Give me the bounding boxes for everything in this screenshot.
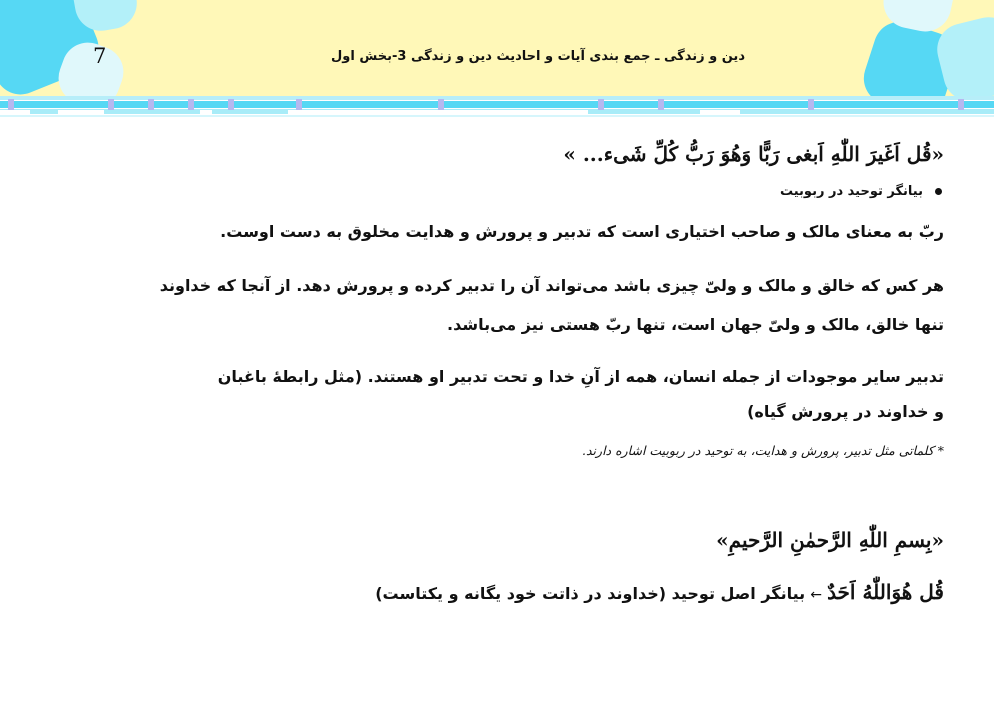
basmala: «بِسمِ اللّٰهِ الرَّحمٰنِ الرَّحیمِ» [716,528,944,552]
paragraph-tadbir-line-2: و خداوند در پرورش گیاه) [747,402,944,421]
paragraph-creator-line-2: تنها خالق، مالک و ولیّ جهان است، تنها ربّ هستی نیز می‌باشد. [447,315,944,334]
arrow-icon: ← [810,587,822,603]
paragraph-rabb-definition: ربّ به معنای مالک و صاحب اختیاری است که تدبیر و پرورش و هدایت مخلوق به دست اوست. [220,222,944,241]
paragraph-tadbir-line-1: تدبیر سایر موجودات از جمله انسان، همه از آنِ خدا و تحت تدبیر او هستند. (مثل رابطهٔ باغبان [217,367,944,386]
verse-rabbubiyyat: «قُل اَغَیرَ اللّٰهِ اَبغی رَبًّا وَهُوَ رَبُّ کُلِّ شَیء... » [563,142,944,166]
bullet-icon [935,188,942,195]
header-title: دین و زندگی ـ جمع بندی آیات و احادیث دین و زندگی 3-بخش اول [331,49,745,64]
bullet-item [780,184,942,199]
verse-tawhid: قُل هُوَاللّٰهُ اَحَدٌ [827,580,944,604]
footnote: * کلماتی مثل تدبیر، پرورش و هدایت، به توحید در ربوبیت اشاره دارند. [582,443,944,458]
page-number: 7 [93,44,107,68]
bullet-text: بیانگر توحید در ربوبیت [779,184,923,199]
paragraph-creator-line-1: هر کس که خالق و مالک و ولیّ چیزی باشد می‌تواند آن را تدبیر کرده و پرورش دهد. از آنجا که خداوند [159,276,944,295]
verse-tawhid-description: بیانگر اصل توحید (خداوند در ذاتت خود یگانه و یکتاست) [375,584,806,603]
verse-tawhid-line [375,580,944,604]
